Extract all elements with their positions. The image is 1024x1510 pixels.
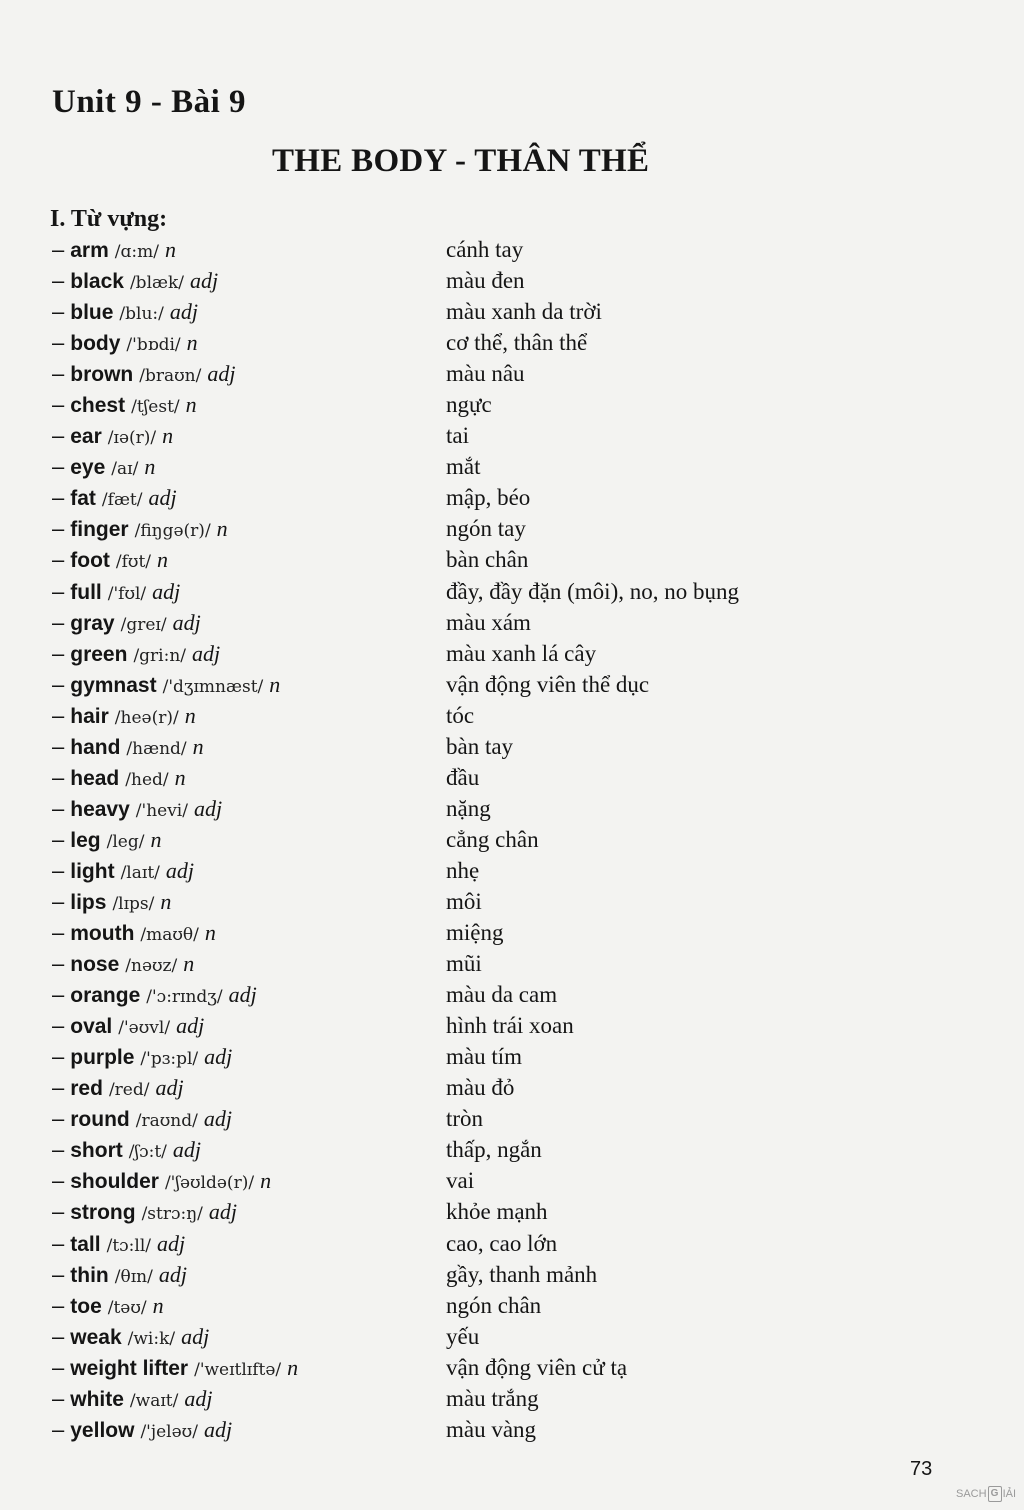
vocab-meaning: đầu [446, 764, 480, 790]
vocab-row [0, 1352, 1024, 1383]
vocab-ipa: /'pɜ:pl/ [140, 1049, 199, 1070]
vocab-row [0, 669, 1024, 700]
vocab-row [0, 576, 1024, 607]
vocab-row [0, 762, 1024, 793]
vocab-row [0, 451, 1024, 482]
vocab-entry [52, 1383, 212, 1417]
vocab-meaning: tròn [446, 1106, 484, 1132]
vocab-word: mouth [70, 922, 135, 946]
list-dash: – [52, 268, 65, 294]
vocab-word: foot [70, 549, 110, 573]
vocab-meaning: bàn tay [446, 733, 514, 759]
vocab-entry [52, 358, 235, 392]
vocab-entry [52, 886, 171, 920]
vocab-row [0, 917, 1024, 948]
list-dash: – [52, 1354, 65, 1380]
vocab-row [0, 979, 1024, 1010]
vocab-row [0, 638, 1024, 669]
vocab-meaning: vai [446, 1168, 475, 1194]
list-dash: – [52, 1137, 65, 1163]
vocab-ipa: /strɔ:ŋ/ [141, 1204, 203, 1225]
vocab-row [0, 513, 1024, 544]
vocab-part-of-speech: adj [203, 1106, 232, 1132]
vocab-ipa: /hænd/ [126, 738, 187, 759]
vocab-part-of-speech: adj [208, 1199, 238, 1225]
vocab-word: orange [70, 984, 141, 1008]
vocab-ipa: /ʃɔ:t/ [128, 1142, 167, 1163]
vocab-meaning: yếu [446, 1323, 480, 1349]
list-dash: – [52, 547, 65, 573]
vocab-ipa: /wi:k/ [127, 1328, 176, 1349]
vocab-meaning: ngón tay [446, 516, 526, 542]
vocab-word: heavy [70, 797, 130, 821]
vocab-ipa: /fæt/ [101, 490, 143, 511]
vocab-meaning: tai [446, 423, 469, 449]
vocab-entry [52, 669, 280, 703]
vocab-part-of-speech: adj [148, 485, 177, 511]
list-dash: – [52, 888, 65, 914]
vocab-word: short [70, 1139, 123, 1163]
vocab-row [0, 296, 1024, 327]
vocab-meaning: màu da cam [446, 982, 558, 1008]
vocab-meaning: cao, cao lớn [446, 1230, 558, 1256]
vocab-ipa: /lɪps/ [112, 893, 155, 914]
vocab-part-of-speech: n [183, 951, 195, 977]
vocab-row [0, 1165, 1024, 1196]
vocab-part-of-speech: adj [181, 1323, 210, 1349]
list-dash: – [52, 826, 65, 852]
vocab-word: arm [70, 239, 109, 262]
vocab-word: thin [70, 1263, 109, 1287]
section-heading: I. Từ vựng: [50, 206, 168, 232]
vocab-ipa: /fʊt/ [115, 552, 152, 573]
vocab-meaning: hình trái xoan [446, 1013, 574, 1039]
vocab-ipa: /heə(r)/ [114, 707, 179, 728]
vocab-part-of-speech: n [260, 1168, 272, 1194]
vocab-part-of-speech: adj [192, 640, 221, 666]
vocab-ipa: /fiŋgə(r)/ [134, 521, 211, 542]
vocab-entry [52, 1321, 209, 1355]
vocabulary-list [0, 234, 1024, 1445]
list-dash: – [52, 1013, 65, 1039]
list-dash: – [52, 671, 65, 697]
vocab-row [0, 793, 1024, 824]
vocab-row [0, 1383, 1024, 1414]
vocab-meaning: miệng [446, 920, 504, 946]
vocab-ipa: /raʊnd/ [135, 1111, 198, 1132]
vocab-word: hand [70, 735, 121, 759]
list-dash: – [52, 920, 65, 946]
vocab-word: gymnast [70, 673, 157, 697]
vocab-entry [52, 1414, 232, 1448]
vocab-entry [52, 1010, 204, 1044]
vocab-ipa: /'weɪtlɪftə/ [194, 1359, 282, 1380]
vocab-ipa: /hed/ [125, 769, 169, 790]
vocab-ipa: /ɪə(r)/ [107, 428, 157, 449]
vocab-meaning: màu trắng [446, 1385, 539, 1411]
list-dash: – [52, 1292, 65, 1318]
vocab-word: oval [70, 1015, 113, 1039]
list-dash: – [52, 578, 65, 604]
vocab-part-of-speech: n [192, 733, 204, 759]
vocab-part-of-speech: n [185, 392, 197, 418]
vocab-row [0, 607, 1024, 638]
vocab-row [0, 420, 1024, 451]
list-dash: – [52, 733, 65, 759]
vocab-meaning: cơ thể, thân thể [446, 330, 588, 356]
vocab-word: eye [70, 456, 106, 480]
list-dash: – [52, 1416, 65, 1442]
vocab-entry [52, 420, 173, 454]
list-dash: – [52, 857, 65, 883]
vocab-part-of-speech: adj [152, 578, 181, 604]
vocab-word: yellow [70, 1418, 135, 1442]
vocab-meaning: màu xanh da trời [446, 299, 602, 325]
vocab-part-of-speech: adj [165, 857, 194, 883]
vocab-entry [52, 451, 155, 485]
list-dash: – [52, 1385, 65, 1411]
vocab-entry [52, 234, 176, 268]
watermark-text-left: SACH [956, 1488, 987, 1500]
vocab-row [0, 389, 1024, 420]
vocab-meaning: khỏe mạnh [446, 1199, 548, 1225]
vocab-meaning: vận động viên cử tạ [446, 1354, 628, 1380]
vocab-ipa: /'dʒɪmnæst/ [162, 676, 264, 697]
vocab-entry [52, 762, 186, 796]
watermark-text-right: IẢI [1002, 1488, 1017, 1500]
vocab-ipa: /red/ [108, 1080, 150, 1101]
vocab-ipa: /nəʊz/ [125, 956, 178, 977]
vocab-ipa: /braʊn/ [139, 366, 202, 387]
list-dash: – [52, 330, 65, 356]
vocab-meaning: vận động viên thể dục [446, 671, 650, 697]
vocab-row [0, 1134, 1024, 1165]
list-dash: – [52, 702, 65, 728]
vocab-word: gray [70, 611, 115, 635]
vocab-part-of-speech: adj [155, 1075, 184, 1101]
vocab-ipa: /'əʊvl/ [118, 1018, 171, 1039]
vocab-word: weight lifter [70, 1356, 189, 1380]
vocab-part-of-speech: n [162, 423, 174, 449]
vocab-word: green [70, 642, 128, 666]
vocab-word: black [70, 270, 124, 294]
vocab-word: blue [70, 301, 114, 325]
vocab-meaning: thấp, ngắn [446, 1137, 542, 1163]
vocab-word: weak [70, 1325, 122, 1349]
list-dash: – [52, 392, 65, 418]
vocab-entry [52, 1352, 298, 1386]
vocab-ipa: /leg/ [106, 831, 145, 852]
list-dash: – [52, 1168, 65, 1194]
vocab-word: body [70, 332, 121, 356]
vocab-meaning: màu đen [446, 268, 525, 294]
vocab-ipa: /laɪt/ [120, 862, 160, 883]
vocab-part-of-speech: adj [172, 609, 201, 635]
vocab-ipa: /ɑ:m/ [114, 242, 159, 262]
vocab-ipa: /maʊθ/ [140, 925, 199, 946]
vocab-entry [52, 979, 257, 1013]
vocab-row [0, 700, 1024, 731]
vocab-part-of-speech: n [144, 454, 156, 480]
vocab-ipa: /blu:/ [119, 304, 164, 325]
vocab-word: chest [70, 394, 126, 418]
vocab-meaning: màu nâu [446, 361, 525, 387]
list-dash: – [52, 361, 65, 387]
vocab-part-of-speech: n [174, 764, 186, 790]
list-dash: – [52, 1199, 65, 1225]
vocab-row [0, 358, 1024, 389]
vocab-entry [52, 576, 180, 610]
vocab-part-of-speech: adj [158, 1261, 187, 1287]
vocab-meaning: nhẹ [446, 857, 480, 883]
vocab-ipa: /θɪn/ [114, 1266, 153, 1287]
watermark-logo [956, 1486, 1016, 1502]
vocab-part-of-speech: n [157, 547, 169, 573]
vocab-row [0, 1196, 1024, 1227]
vocab-row [0, 1072, 1024, 1103]
vocab-word: finger [70, 518, 129, 542]
vocab-entry [52, 1041, 232, 1075]
vocab-meaning: môi [446, 888, 482, 914]
vocab-ipa: /gri:n/ [133, 645, 187, 666]
vocab-part-of-speech: adj [184, 1385, 213, 1411]
vocab-meaning: đầy, đầy đặn (môi), no, no bụng [446, 578, 739, 604]
vocab-word: toe [70, 1294, 102, 1318]
vocab-entry [52, 1134, 201, 1168]
vocab-row [0, 1103, 1024, 1134]
vocab-ipa: /'fʊl/ [107, 583, 147, 604]
list-dash: – [52, 516, 65, 542]
vocab-part-of-speech: adj [204, 1044, 233, 1070]
vocab-entry [52, 482, 177, 516]
vocab-word: tall [70, 1232, 101, 1256]
vocab-entry [52, 1290, 164, 1324]
vocab-part-of-speech: adj [157, 1230, 186, 1256]
vocab-meaning: bàn chân [446, 547, 529, 573]
vocab-entry [52, 731, 204, 765]
vocab-part-of-speech: n [216, 516, 228, 542]
list-dash: – [52, 764, 65, 790]
vocab-entry [52, 855, 194, 889]
vocab-meaning: ngón chân [446, 1292, 542, 1318]
vocab-ipa: /'bɒdi/ [126, 335, 181, 356]
vocab-word: purple [70, 1046, 135, 1070]
vocab-meaning: ngực [446, 392, 492, 418]
vocab-word: full [70, 580, 102, 604]
vocab-ipa: /aɪ/ [111, 459, 139, 480]
vocab-ipa: /blæk/ [129, 273, 185, 294]
vocab-meaning: mũi [446, 951, 482, 977]
list-dash: – [52, 951, 65, 977]
vocab-word: red [70, 1077, 103, 1101]
list-dash: – [52, 423, 65, 449]
vocab-part-of-speech: adj [172, 1137, 202, 1163]
list-dash: – [52, 795, 65, 821]
vocab-meaning: màu xám [446, 609, 531, 635]
vocab-part-of-speech: adj [228, 982, 257, 1008]
vocab-row [0, 824, 1024, 855]
list-dash: – [52, 1230, 65, 1256]
vocab-entry [52, 1196, 237, 1230]
vocab-entry [52, 948, 194, 982]
vocab-ipa: /'jeləʊ/ [140, 1421, 198, 1442]
list-dash: – [52, 237, 65, 262]
list-dash: – [52, 1323, 65, 1349]
vocab-word: white [70, 1387, 124, 1411]
vocab-row [0, 1041, 1024, 1072]
vocab-word: lips [70, 890, 107, 914]
vocab-row [0, 544, 1024, 575]
vocab-word: strong [70, 1201, 136, 1225]
vocab-word: hair [70, 704, 109, 728]
list-dash: – [52, 982, 65, 1008]
vocab-entry [52, 1165, 271, 1199]
vocab-word: head [70, 766, 120, 790]
list-dash: – [52, 454, 65, 480]
vocab-entry [52, 700, 196, 734]
vocab-row [0, 1259, 1024, 1290]
vocab-entry [52, 1228, 185, 1262]
vocab-entry [52, 327, 198, 361]
vocab-part-of-speech: n [186, 330, 198, 356]
vocab-ipa: /tʃest/ [131, 397, 180, 418]
list-dash: – [52, 1075, 65, 1101]
vocab-word: nose [70, 953, 120, 977]
vocab-row [0, 1010, 1024, 1041]
vocab-part-of-speech: adj [203, 1416, 233, 1442]
vocab-word: brown [70, 363, 134, 387]
vocab-entry [52, 296, 198, 330]
vocab-row [0, 855, 1024, 886]
vocab-ipa: /tɔ:ll/ [106, 1235, 152, 1256]
vocab-meaning: màu tím [446, 1044, 523, 1070]
vocab-entry [52, 793, 222, 827]
vocab-row [0, 1228, 1024, 1259]
vocab-meaning: nặng [446, 795, 491, 821]
vocab-entry [52, 265, 218, 299]
vocab-meaning: tóc [446, 702, 475, 728]
vocab-row [0, 1321, 1024, 1352]
vocab-part-of-speech: n [152, 1292, 164, 1318]
vocab-part-of-speech: n [287, 1354, 299, 1380]
vocab-row [0, 948, 1024, 979]
vocab-entry [52, 824, 161, 858]
vocab-word: light [70, 859, 115, 883]
vocab-entry [52, 1072, 184, 1106]
list-dash: – [52, 1044, 65, 1070]
vocab-part-of-speech: n [204, 920, 216, 946]
watermark-box-icon: G [988, 1486, 1002, 1502]
vocab-ipa: /təʊ/ [107, 1297, 147, 1318]
vocab-row [0, 1414, 1024, 1445]
vocab-part-of-speech: n [269, 671, 281, 697]
list-dash: – [52, 1261, 65, 1287]
vocab-entry [52, 1259, 187, 1293]
vocab-meaning: mắt [446, 454, 481, 480]
vocab-meaning: gầy, thanh mảnh [446, 1261, 598, 1287]
vocab-row [0, 265, 1024, 296]
vocab-meaning: cẳng chân [446, 826, 539, 852]
vocab-part-of-speech: adj [207, 361, 236, 387]
vocab-part-of-speech: n [184, 702, 196, 728]
vocab-meaning: màu vàng [446, 1416, 537, 1442]
vocab-ipa: /'ʃəʊldə(r)/ [164, 1173, 255, 1194]
page-title: THE BODY - THÂN THỂ [272, 143, 650, 179]
vocab-ipa: /'hevi/ [135, 800, 188, 821]
list-dash: – [52, 485, 65, 511]
vocab-entry [52, 607, 201, 641]
vocab-entry [52, 1103, 232, 1137]
vocab-ipa: /'ɔ:rɪndʒ/ [146, 987, 223, 1008]
vocab-word: leg [70, 828, 101, 852]
list-dash: – [52, 640, 65, 666]
vocab-row [0, 1290, 1024, 1321]
vocab-entry [52, 638, 220, 672]
vocab-part-of-speech: adj [190, 268, 219, 294]
vocab-entry [52, 513, 228, 547]
vocab-word: ear [70, 425, 102, 449]
vocab-part-of-speech: adj [193, 795, 223, 821]
vocab-row [0, 327, 1024, 358]
vocab-meaning: màu đỏ [446, 1075, 515, 1101]
list-dash: – [52, 609, 65, 635]
vocab-word: round [70, 1108, 130, 1132]
vocab-row [0, 234, 1024, 265]
vocab-ipa: /greɪ/ [120, 614, 167, 635]
vocab-part-of-speech: adj [169, 299, 198, 325]
vocab-row [0, 886, 1024, 917]
vocab-ipa: /waɪt/ [129, 1390, 179, 1411]
vocab-word: shoulder [70, 1170, 159, 1194]
vocab-row [0, 482, 1024, 513]
vocab-meaning: màu xanh lá cây [446, 640, 597, 666]
page-number: 73 [910, 1458, 933, 1480]
vocab-meaning: cánh tay [446, 237, 524, 262]
list-dash: – [52, 299, 65, 325]
vocab-entry [52, 544, 168, 578]
vocab-part-of-speech: adj [176, 1013, 205, 1039]
vocab-part-of-speech: n [160, 888, 172, 914]
vocab-entry [52, 389, 197, 423]
list-dash: – [52, 1106, 65, 1132]
vocab-entry [52, 917, 216, 951]
vocab-meaning: mập, béo [446, 485, 531, 511]
vocab-row [0, 731, 1024, 762]
vocab-part-of-speech: n [164, 237, 176, 262]
vocab-part-of-speech: n [150, 826, 162, 852]
vocab-word: fat [70, 487, 96, 511]
unit-heading: Unit 9 - Bài 9 [52, 84, 247, 120]
